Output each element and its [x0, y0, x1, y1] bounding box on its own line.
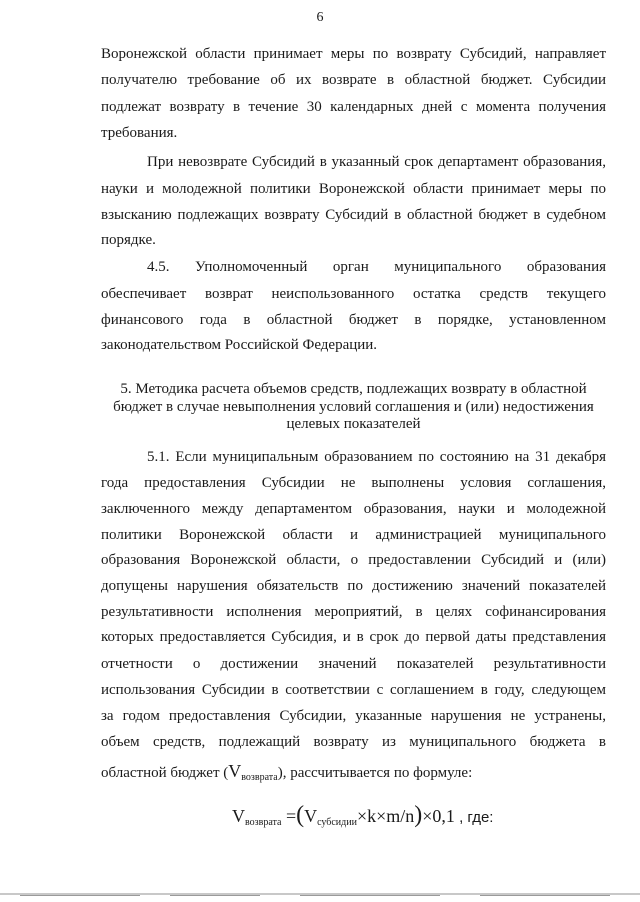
formula-operators: ×k×m/n: [356, 806, 415, 826]
heading-line: 5. Методика расчета объемов средств, подлежащих возврату в областной: [120, 381, 587, 397]
text-line: финансового года в областной бюджет в порядке, установленном: [101, 312, 606, 328]
variable-v: [228, 761, 277, 781]
formula-open-paren: (: [296, 802, 305, 828]
formula-lhs-subscript: возврата: [245, 817, 282, 828]
scan-dash: [170, 895, 260, 896]
text-line: образования Воронежской области, о предоставлении Субсидий и (или): [101, 552, 606, 568]
formula-tail: , где:: [454, 809, 494, 826]
text-line: получателю требование об их возврате в областной бюджет. Субсидии: [101, 72, 606, 88]
formula-factor: ×0,1: [422, 806, 455, 826]
text-line: за годом предоставления Субсидии, указанные нарушения не устранены,: [101, 708, 606, 724]
formula-lhs: V: [232, 806, 245, 826]
text-fragment: ), рассчитывается по формуле:: [277, 765, 473, 781]
variable-symbol: V: [228, 761, 242, 781]
text-line: науки и молодежной политики Воронежской области принимает меры по: [101, 181, 606, 197]
text-line: года предоставления Субсидии не выполнены условия соглашения,: [101, 475, 606, 491]
text-line: взысканию подлежащих возврату Субсидий в областной бюджет в судебном: [101, 207, 606, 223]
formula-close-paren: ): [414, 802, 423, 828]
scan-dash: [480, 895, 610, 896]
text-line-with-variable: [101, 762, 606, 787]
heading-line: бюджет в случае невыполнения условий соглашения и (или) недостижения: [113, 399, 594, 415]
formula-inner-var: V: [304, 806, 318, 826]
formula: [232, 800, 493, 838]
scan-dash: [20, 895, 140, 896]
heading-line: целевых показателей: [286, 416, 421, 432]
text-line: отчетности о достижении значений показателей результативности: [101, 656, 606, 672]
text-line: порядке.: [101, 232, 156, 248]
text-line: допущены нарушения обязательств по достижению значений показателей: [101, 578, 606, 594]
scan-dash: [300, 895, 440, 896]
text-line: заключенного между департаментом образования, науки и молодежной: [101, 501, 606, 517]
text-fragment: областной бюджет (: [101, 765, 229, 781]
page-number: 6: [316, 10, 324, 25]
formula-inner-subscript: субсидии: [317, 817, 357, 828]
text-line: объем средств, подлежащий возврату из муниципального бюджета в: [101, 734, 606, 750]
text-line: 4.5. Уполномоченный орган муниципального образования: [147, 259, 606, 275]
text-line: Воронежской области принимает меры по возврату Субсидий, направляет: [101, 46, 606, 62]
text-line: политики Воронежской области и администрацией муниципального: [101, 527, 606, 543]
text-line: 5.1. Если муниципальным образованием по состоянию на 31 декабря: [147, 449, 606, 465]
text-line: результативности исполнения мероприятий, в целях софинансирования: [101, 604, 606, 620]
text-line: которых предоставляется Субсидия, и в срок до первой даты представления: [101, 629, 606, 645]
text-line: При невозврате Субсидий в указанный срок департамент образования,: [147, 154, 606, 170]
text-line: подлежат возврату в течение 30 календарных дней с момента получения: [101, 99, 606, 115]
text-line: использования Субсидии в соответствии с соглашением в году, следующем: [101, 682, 606, 698]
text-line: требования.: [101, 125, 178, 141]
formula-equals: =: [285, 806, 297, 826]
variable-subscript: возврата: [241, 772, 278, 783]
text-line: обеспечивает возврат неиспользованного остатка средств текущего: [101, 286, 606, 302]
text-line: законодательством Российской Федерации.: [101, 337, 378, 353]
